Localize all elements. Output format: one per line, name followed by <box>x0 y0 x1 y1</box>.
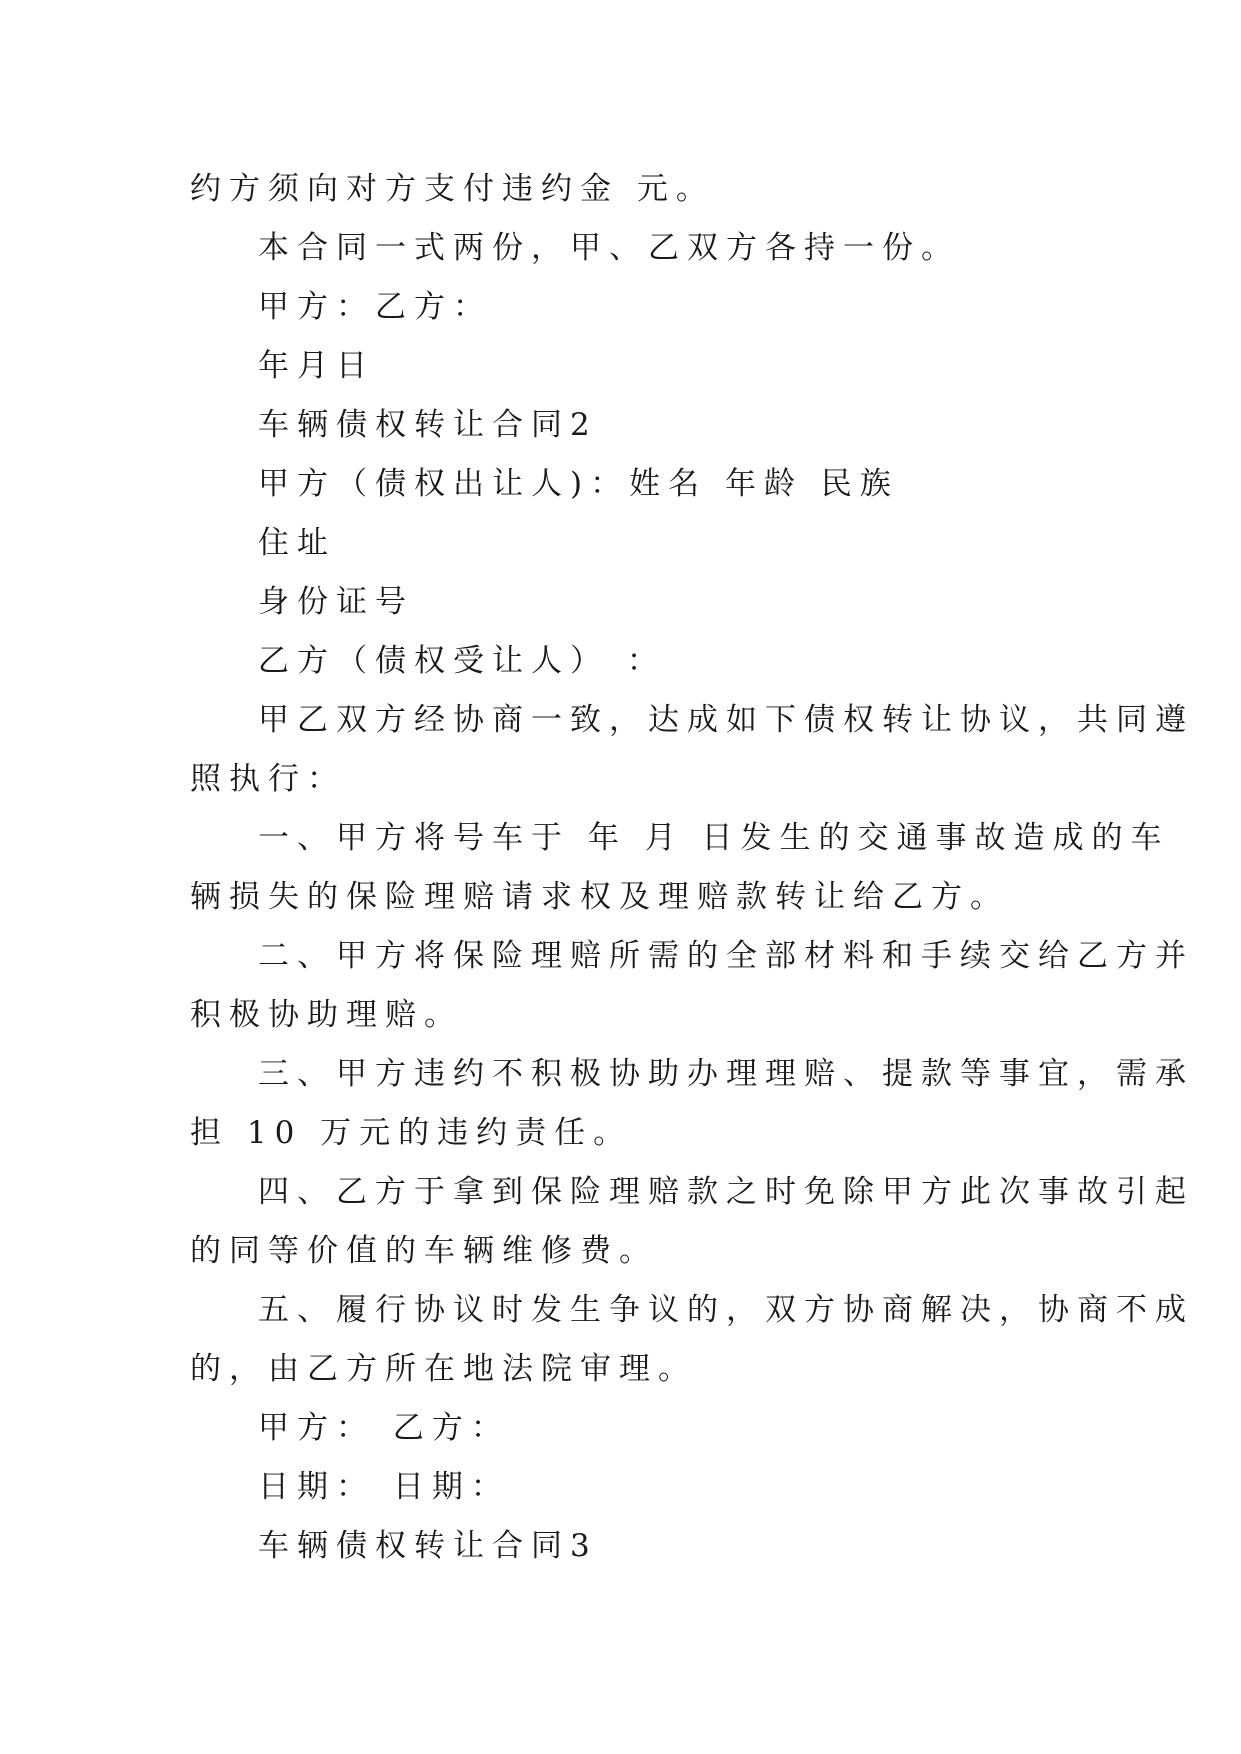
party-a-info: 甲方（债权出让人)：姓名 年龄 民族 <box>258 466 899 502</box>
clause-5-cont: 的，由乙方所在地法院审理。 <box>190 1351 697 1387</box>
contract-title: 车辆债权转让合同2 <box>258 407 598 443</box>
signature-parties-line: 甲方：乙方： <box>258 289 492 325</box>
id-number-line: 身份证号 <box>258 584 414 620</box>
clause-1: 一、甲方将号车于 年 月 日发生的交通事故造成的车 <box>258 820 1170 856</box>
clause-3-cont: 担 10 万元的违约责任。 <box>190 1115 633 1151</box>
document-page <box>190 160 1194 1576</box>
date-line: 年月日 <box>258 348 375 384</box>
address-line: 住址 <box>258 525 336 561</box>
contract-title: 车辆债权转让合同3 <box>258 1528 598 1564</box>
clause-4-cont: 的同等价值的车辆维修费。 <box>190 1233 658 1269</box>
signature-parties-line: 甲方： 乙方： <box>258 1410 510 1446</box>
text-line: 照执行： <box>190 761 346 797</box>
clause-1-cont: 辆损失的保险理赔请求权及理赔款转让给乙方。 <box>190 879 1009 915</box>
clause-3: 三、甲方违约不积极协助办理理赔、提款等事宜，需承 <box>258 1056 1194 1092</box>
text-line: 本合同一式两份，甲、乙双方各持一份。 <box>258 230 960 266</box>
signature-date-line: 日期： 日期： <box>258 1469 510 1505</box>
clause-2-cont: 积极协助理赔。 <box>190 997 463 1033</box>
text-line: 约方须向对方支付违约金 元。 <box>190 171 715 207</box>
party-b-info: 乙方（债权受让人） ： <box>258 643 666 679</box>
clause-2: 二、甲方将保险理赔所需的全部材料和手续交给乙方并 <box>258 938 1194 974</box>
clause-4: 四、乙方于拿到保险理赔款之时免除甲方此次事故引起 <box>258 1174 1194 1210</box>
text-line: 甲乙双方经协商一致，达成如下债权转让协议，共同遵 <box>258 702 1194 738</box>
clause-5: 五、履行协议时发生争议的，双方协商解决，协商不成 <box>258 1292 1194 1328</box>
